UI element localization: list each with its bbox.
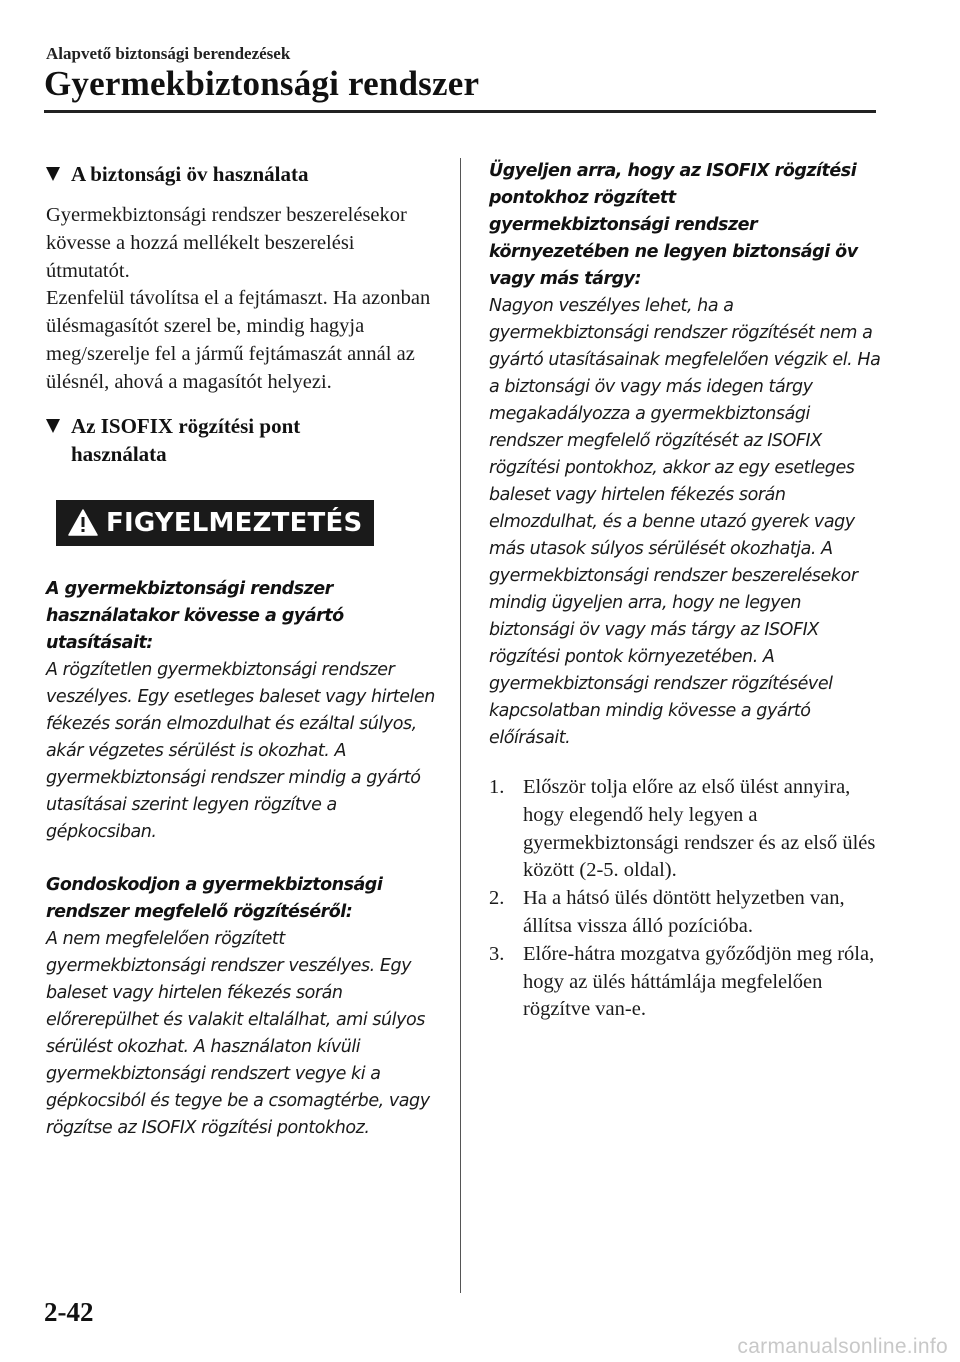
warning-block-2-text: A nem megfelelően rögzített gyermekbiztonsági rendszer veszélyes. Egy baleset vagy hirtelen fékezés során előrerepülhet és valakit eltalálhat, ami súlyos sérülést okozhat. A használaton kívüli gyermekbiztonsági rendszert vegye ki a gépkocsiból és tegye be a csomagtérbe, vagy rögzítse az ISOFIX rögzítési pontokhoz. bbox=[46, 928, 430, 1138]
warning-banner bbox=[56, 500, 374, 546]
right-column bbox=[489, 158, 885, 1024]
section-heading-seatbelt bbox=[46, 160, 442, 188]
seatbelt-paragraph-2: Ezenfelül távolítsa el a fejtámaszt. Ha azonban ülésmagasítót szerel be, mindig hagyja meg/szerelje fel a jármű fejtámaszát annál az ülésnél, ahová a magasítót helyezi. bbox=[46, 287, 431, 393]
seatbelt-paragraph-1: Gyermekbiztonsági rendszer beszerelésekor kövesse a hozzá mellékelt beszerelési útmutatót. bbox=[46, 204, 407, 282]
warning-block-1-text: A rögzítetlen gyermekbiztonsági rendszer veszélyes. Egy esetleges baleset vagy hirtelen fékezés során elmozdulhat és ezáltal súlyos, akár végzetes sérülést is okozhat. A gyermekbiztonsági rendszer mindig a gyártó utasításai szerint legyen rögzítve a gépkocsiban. bbox=[46, 659, 435, 842]
section-heading-text: Az ISOFIX rögzítési pont használata bbox=[71, 413, 301, 466]
watermark: carmanualsonline.info bbox=[737, 1335, 948, 1358]
header-rule bbox=[44, 110, 876, 113]
page-title: Gyermekbiztonsági rendszer bbox=[44, 64, 480, 103]
section-heading-isofix bbox=[46, 412, 442, 468]
triangle-bullet-icon bbox=[46, 167, 60, 181]
column-divider bbox=[460, 158, 461, 1293]
warning-block-3-title: Ügyeljen arra, hogy az ISOFIX rögzítési pontokhoz rögzített gyermekbiztonsági rendszer környezetében ne legyen biztonsági öv vagy más tárgy: bbox=[489, 161, 858, 289]
warning-block-3-text: Nagyon veszélyes lehet, ha a gyermekbiztonsági rendszer rögzítését nem a gyártó utasításainak megfelelően végzik el. Ha a biztonsági öv vagy más idegen tárgy megakadályozza a gyermekbiztonsági rendszer megfelelő rögzítését az ISOFIX rögzítési pontokhoz, akkor az egy esetleges baleset vagy hirtelen fékezés során elmozdulhat, és a benne utazó gyerek vagy más utasok súlyos sérülését okozhatja. A gyermekbiztonsági rendszer beszerelésekor mindig ügyeljen arra, hogy ne legyen biztonsági öv vagy más tárgy az ISOFIX rögzítési pontok környezetében. A gyermekbiztonsági rendszer rögzítésével kapcsolatban mindig kövesse a gyártó előírásait. bbox=[489, 296, 881, 748]
warning-block-1-title: A gyermekbiztonsági rendszer használatakor kövesse a gyártó utasításait: bbox=[46, 578, 344, 653]
triangle-bullet-icon bbox=[46, 419, 60, 433]
page-number: 2-42 bbox=[44, 1297, 94, 1327]
warning-triangle-icon bbox=[68, 509, 98, 536]
step-number: 2. bbox=[489, 887, 505, 910]
step-number: 1. bbox=[489, 776, 505, 798]
steps-list bbox=[489, 774, 885, 1024]
step-item bbox=[489, 885, 885, 941]
warning-label: FIGYELMEZTETÉS bbox=[106, 507, 363, 538]
step-item bbox=[489, 774, 885, 885]
step-text: Először tolja előre az első ülést annyira, hogy elegendő hely legyen a gyermekbiztonsági rendszer és az első ülés között (2-5. oldal). bbox=[523, 776, 876, 882]
section-heading-text: A biztonsági öv használata bbox=[71, 162, 309, 186]
step-text: Ha a hátsó ülés döntött helyzetben van, állítsa vissza álló pozícióba. bbox=[523, 887, 845, 937]
step-item bbox=[489, 941, 885, 1024]
step-number: 3. bbox=[489, 942, 505, 965]
chapter-label: Alapvető biztonsági berendezések bbox=[46, 44, 291, 63]
step-text: Előre-hátra mozgatva győződjön meg róla, hogy az ülés háttámlája megfelelően rögzítve van-e. bbox=[523, 942, 875, 1021]
left-column bbox=[46, 160, 442, 1142]
warning-block-2-title: Gondoskodjon a gyermekbiztonsági rendszer megfelelő rögzítéséről: bbox=[46, 874, 383, 922]
